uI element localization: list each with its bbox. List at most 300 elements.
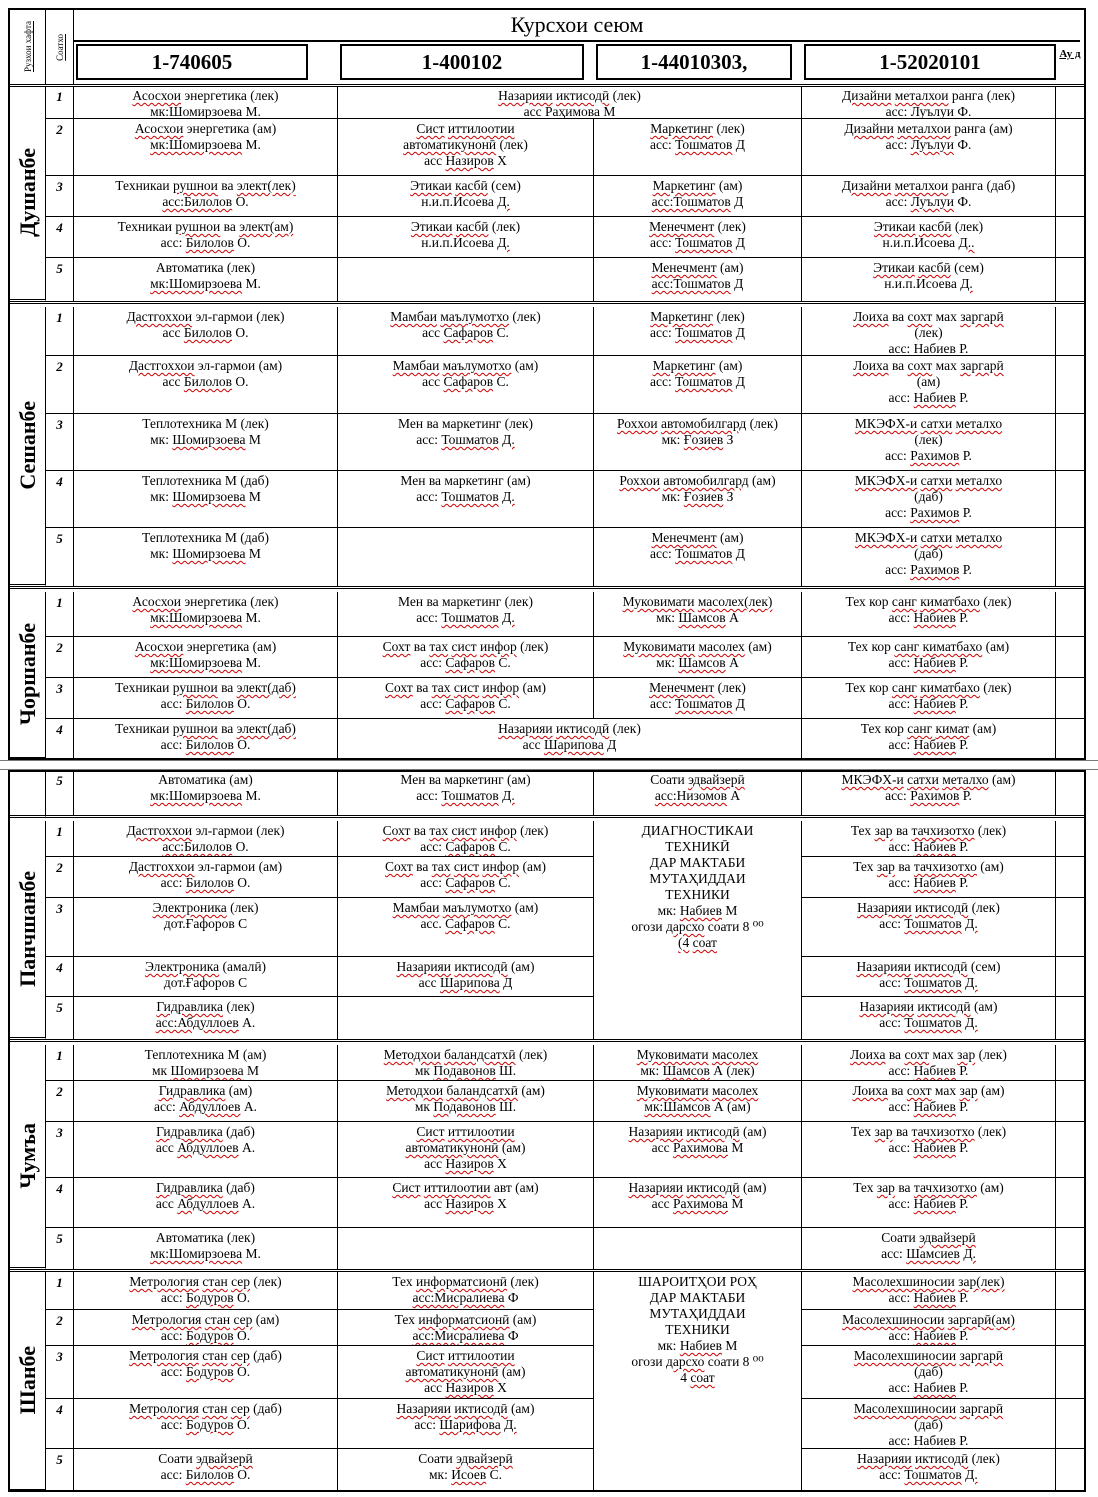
lesson-line: Автоматика (ам) (158, 772, 253, 787)
lesson-line: асс: Набиев Р. (888, 655, 969, 670)
lesson-line: асс: Набиев Р. (888, 1196, 969, 1211)
lesson-line: Муковимати масолех (ам) (623, 639, 772, 654)
lesson-line: асс Рахимова М (651, 1196, 744, 1211)
lesson-line: мк Шомирзоева М (151, 1063, 260, 1078)
lesson-number: 2 (46, 857, 74, 898)
lesson-cell (74, 1122, 338, 1178)
lesson-line: Тех зар ва тачхизотхо (ам) (853, 1180, 1004, 1195)
lesson-line: асс: Тошматов Д (649, 696, 746, 711)
lesson-cell (802, 1045, 1056, 1081)
lesson-line: асс. Сафаров С. (420, 916, 511, 931)
aud-cell (1056, 957, 1084, 997)
aud-cell (1056, 637, 1084, 678)
lesson-line: асс: Билолов О. (160, 737, 251, 752)
lesson-line: асс: Набиев Р. (888, 341, 969, 356)
lesson-line: Метрология стан сер (лек) (129, 1274, 282, 1289)
lesson-line: Тех кор санг киматбахо (лек) (845, 680, 1012, 695)
lesson-line: дот.Ғафоров С (163, 975, 248, 990)
lesson-line: МКЭФХ-и сатхи металхо (854, 416, 1003, 431)
lesson-cell (338, 637, 594, 678)
lesson-line: (даб) (914, 489, 943, 504)
lesson-line: асс Сафаров С. (422, 325, 509, 340)
lesson-line: асс: Билолов О. (160, 1467, 251, 1482)
lesson-line: Муковимати масолех (636, 1047, 759, 1062)
lesson-cell (594, 1081, 802, 1122)
lesson-line: Мен ва маркетинг (ам) (400, 772, 531, 787)
aud-cell (1056, 770, 1084, 816)
lesson-cell (338, 821, 594, 857)
lesson-cell (594, 217, 802, 258)
lesson-line: Роххои автомобилгард (лек) (617, 416, 778, 431)
lesson-cell (594, 1272, 802, 1492)
lesson-cell (74, 997, 338, 1040)
lesson-cell (74, 1178, 338, 1228)
lesson-cell (802, 1228, 1056, 1270)
lesson-line: асс Билолов О. (162, 374, 249, 389)
lesson-line: асс: Рахимов Р. (885, 562, 972, 577)
lesson-cell (338, 898, 594, 957)
lesson-cell (74, 356, 338, 414)
lesson-line: Менечмент (лек) (649, 219, 746, 234)
aud-header: Ау д (1059, 48, 1081, 60)
lesson-line: Сист иттилоотии авт (ам) (392, 1180, 539, 1195)
lesson-cell (74, 857, 338, 898)
lesson-cell (802, 1399, 1056, 1449)
lesson-cell (338, 1228, 594, 1270)
group-code-1: 1-740605 (76, 44, 308, 80)
lesson-line: МУТАҲИДДАИ (649, 1306, 746, 1321)
day-separator (10, 301, 1084, 304)
lesson-line: асс Раҳимова М (523, 104, 616, 119)
lesson-line: Сист иттилоотии (416, 121, 515, 136)
lesson-line: 4 соат (680, 1370, 715, 1385)
lesson-cell (74, 307, 338, 356)
weekday-header-label: Рузхои хафта (22, 21, 33, 73)
lesson-line: н.и.п.Исоева Д. (421, 194, 510, 209)
lesson-line: мк: Шамсов А (656, 655, 739, 670)
lesson-line: асс Назиров Х (424, 153, 507, 168)
day-separator (10, 586, 1084, 589)
aud-cell (1056, 217, 1084, 258)
lesson-line: мк:Шомирзоева М. (150, 1246, 261, 1261)
day-name: Душанбе (14, 148, 40, 237)
lesson-cell (802, 1346, 1056, 1399)
lesson-line: асс Сафаров С. (422, 374, 509, 389)
lesson-cell (338, 997, 594, 1040)
lesson-cell (338, 471, 594, 528)
aud-cell (1056, 176, 1084, 217)
lesson-number: 1 (46, 821, 74, 857)
lesson-cell (802, 1178, 1056, 1228)
lesson-line: мк:Шомирзоева М. (150, 137, 261, 152)
lesson-line: асс: Тошматов Д (649, 374, 746, 389)
lesson-cell (338, 678, 594, 719)
lesson-cell (74, 1449, 338, 1492)
lesson-line: асс Назиров Х (424, 1156, 507, 1171)
lesson-cell (74, 957, 338, 997)
lesson-line: асс: Шамсиев Д. (881, 1246, 976, 1261)
aud-cell (1056, 857, 1084, 898)
lesson-line: асс: Набиев Р. (888, 875, 969, 890)
lesson-line: Теплотехника М (ам) (144, 1047, 267, 1062)
lesson-cell (338, 1310, 594, 1346)
lesson-cell (74, 86, 338, 119)
lesson-line: Асосхои энергетика (ам) (134, 639, 277, 654)
lesson-line: Менечмент (лек) (649, 680, 746, 695)
lesson-line: Асосхои энергетика (лек) (132, 594, 279, 609)
lesson-number: 2 (46, 1081, 74, 1122)
lesson-line: мк: Набиев М (657, 1338, 738, 1353)
lesson-line: Методхои баландсатхӣ (ам) (386, 1083, 545, 1098)
lesson-number: 2 (46, 637, 74, 678)
lesson-line: мк: Исоев С. (428, 1467, 503, 1482)
lesson-line: Сохт ва тах сист инфор (лек) (382, 823, 549, 838)
lesson-cell (74, 471, 338, 528)
lesson-cell (594, 592, 802, 637)
lesson-cell (594, 678, 802, 719)
lesson-line: Электроника (лек) (152, 900, 259, 915)
lesson-line: асс: Набиев Р. (888, 1433, 969, 1448)
lesson-line: асс: Тошматов Д (649, 235, 746, 250)
lesson-line: Тех кор санг киматбахо (лек) (845, 594, 1012, 609)
lesson-line: Этикаи касбӣ (лек) (873, 219, 984, 234)
lesson-line: н.и.п.Исоева Д. (421, 235, 510, 250)
lesson-line: асс: Тошматов Д. (416, 610, 515, 625)
lesson-cell (594, 637, 802, 678)
lesson-cell (74, 770, 338, 816)
hour-header (46, 10, 74, 84)
aud-cell (1056, 1272, 1084, 1310)
lesson-line: Техникаи рушнои ва элект(даб) (115, 721, 296, 736)
lesson-line: асс: Тошматов Д (649, 325, 746, 340)
lesson-line: Лоиха ва сохт мах зар (лек) (850, 1047, 1007, 1062)
lesson-line: асс:Тошматов Д (651, 276, 744, 291)
lesson-cell (338, 1346, 594, 1399)
lesson-cell (74, 1399, 338, 1449)
day-name: Шанбе (14, 1346, 40, 1415)
lesson-line: асс: Сафаров С. (420, 696, 511, 711)
lesson-line: мк: Шомирзоева М (150, 432, 261, 447)
lesson-line: асс Билолов О. (162, 325, 249, 340)
day-label (10, 307, 46, 587)
lesson-line: асс: Бодуров О. (160, 1417, 251, 1432)
lesson-line: Техникаи рушнои ва элект(лек) (115, 178, 296, 193)
lesson-line: мк: Ғозиев З (661, 489, 734, 504)
lesson-line: Назарияи иктисодӣ (ам) (396, 959, 535, 974)
lesson-line: Дастгоххои эл-гармои (ам) (128, 859, 283, 874)
lesson-number: 4 (46, 957, 74, 997)
lesson-number: 1 (46, 1045, 74, 1081)
lesson-line: Тех зар ва тачхизотхо (ам) (853, 859, 1004, 874)
lesson-line: ТЕХНИКИ (665, 1322, 730, 1337)
lesson-cell (74, 821, 338, 857)
lesson-cell (74, 217, 338, 258)
lesson-line: автоматикунонӣ (ам) (405, 1140, 526, 1155)
lesson-line: Муковимати масолех (636, 1083, 759, 1098)
lesson-line: Назарияи иктисодӣ (ам) (628, 1180, 767, 1195)
lesson-line: Соати эдвайзерӣ (650, 772, 745, 787)
lesson-line: Метрология стан сер (даб) (129, 1401, 282, 1416)
lesson-line: Сохт ва тах сист инфор (ам) (385, 859, 546, 874)
aud-cell (1056, 1122, 1084, 1178)
group-code-3: 1-44010303, (596, 44, 792, 80)
lesson-line: асс: Луълуи Ф. (885, 104, 972, 119)
aud-cell (1056, 528, 1084, 587)
lesson-line: огози дарсхо соати 8 ⁰⁰ (631, 1354, 764, 1369)
lesson-line: асс: Бодуров О. (160, 1364, 251, 1379)
lesson-cell (594, 176, 802, 217)
lesson-cell (802, 898, 1056, 957)
lesson-line: (даб) (914, 546, 943, 561)
lesson-cell (594, 119, 802, 176)
lesson-line: мк:Шомирзоева М. (150, 276, 261, 291)
lesson-line: Назарияи иктисодӣ (лек) (498, 88, 641, 103)
lesson-cell (802, 592, 1056, 637)
lesson-line: асс: Набиев Р. (888, 1380, 969, 1395)
aud-cell (1056, 1310, 1084, 1346)
lesson-cell (594, 258, 802, 302)
lesson-line: Автоматика (лек) (155, 1230, 256, 1245)
lesson-cell (594, 307, 802, 356)
lesson-line: Дастгоххои эл-гармои (лек) (126, 309, 285, 324)
lesson-cell (594, 1228, 802, 1270)
lesson-cell (802, 86, 1056, 119)
aud-cell (1056, 1178, 1084, 1228)
lesson-line: асс: Рахимов Р. (885, 505, 972, 520)
lesson-line: Назарияи иктисодӣ (сем) (856, 959, 1001, 974)
aud-cell (1056, 1045, 1084, 1081)
lesson-cell (74, 258, 338, 302)
lesson-line: мк: Шомирзоева М (150, 546, 261, 561)
lesson-line: Маркетинг (ам) (652, 178, 743, 193)
lesson-number: 1 (46, 86, 74, 119)
lesson-cell (338, 86, 802, 119)
lesson-line: Роххои автомобилгард (ам) (619, 473, 776, 488)
lesson-cell (338, 258, 594, 302)
lesson-line: мк Подавонов Ш. (414, 1099, 517, 1114)
lesson-cell (338, 307, 594, 356)
lesson-number: 3 (46, 176, 74, 217)
lesson-line: (4 соат (678, 935, 717, 950)
lesson-line: асс:Билолов О. (162, 194, 249, 209)
lesson-cell (802, 471, 1056, 528)
lesson-line: асс: Набиев Р. (888, 696, 969, 711)
lesson-cell (338, 528, 594, 587)
lesson-number: 1 (46, 592, 74, 637)
lesson-cell (802, 176, 1056, 217)
lesson-line: асс: Сафаров С. (420, 875, 511, 890)
lesson-cell (74, 119, 338, 176)
lesson-cell (338, 176, 594, 217)
lesson-line: мк: Шомирзоева М (150, 489, 261, 504)
day-name: Чумъа (14, 1123, 40, 1189)
lesson-line: Автоматика (лек) (155, 260, 256, 275)
lesson-line: Тех кор санг киматбахо (ам) (847, 639, 1010, 654)
day-name: Сешанбе (14, 401, 40, 490)
lesson-cell (802, 957, 1056, 997)
schedule-part-1 (8, 8, 1086, 760)
lesson-line: Маркетинг (ам) (652, 358, 743, 373)
lesson-number: 5 (46, 1449, 74, 1492)
lesson-line: ДАР МАКТАБИ (649, 1290, 746, 1305)
lesson-cell (74, 1081, 338, 1122)
lesson-line: Дизайни металхои ранга (даб) (841, 178, 1016, 193)
lesson-line: асс Абдуллоев А. (155, 1140, 256, 1155)
lesson-number: 5 (46, 770, 74, 816)
lesson-cell (802, 356, 1056, 414)
lesson-cell (802, 678, 1056, 719)
lesson-cell (802, 719, 1056, 760)
lesson-line: асс: Тошматов Д (649, 137, 746, 152)
aud-cell (1056, 258, 1084, 302)
lesson-cell (802, 997, 1056, 1040)
lesson-cell (74, 1228, 338, 1270)
lesson-line: асс: Тошматов Д. (879, 975, 978, 990)
lesson-line: Дизайни металхои ранга (ам) (844, 121, 1013, 136)
lesson-cell (338, 414, 594, 471)
lesson-number: 4 (46, 217, 74, 258)
lesson-line: Соати эдвайзерӣ (418, 1451, 513, 1466)
lesson-line: Гидравлика (ам) (158, 1083, 253, 1098)
lesson-line: асс Рахимова М (651, 1140, 744, 1155)
lesson-cell (338, 857, 594, 898)
lesson-number: 3 (46, 898, 74, 957)
lesson-line: Лоиха ва сохт мах заргарӣ (853, 358, 1004, 373)
lesson-line: Тех кор санг кимат (ам) (860, 721, 997, 736)
lesson-line: асс: Луълуи Ф. (885, 137, 972, 152)
lesson-cell (802, 217, 1056, 258)
lesson-line: Мамбаи маълумотхо (ам) (392, 358, 539, 373)
lesson-line: асс: Шарифова Д. (414, 1417, 517, 1432)
lesson-line: Лоиха ва сохт мах заргарӣ (853, 309, 1004, 324)
lesson-line: Соати эдвайзерӣ (881, 1230, 976, 1245)
lesson-cell (338, 1081, 594, 1122)
day-name: Чоршанбе (14, 623, 40, 726)
aud-cell (1056, 471, 1084, 528)
lesson-line: асс:Мисралиева Ф (412, 1290, 519, 1305)
lesson-cell (802, 119, 1056, 176)
lesson-line: автоматикунонӣ (лек) (403, 137, 528, 152)
lesson-line: Дастгоххои эл-гармои (ам) (128, 358, 283, 373)
lesson-number: 4 (46, 1399, 74, 1449)
aud-cell (1056, 1081, 1084, 1122)
lesson-line: асс:Абдуллоев А. (155, 1015, 256, 1030)
lesson-line: огози дарсхо соати 8 ⁰⁰ (631, 919, 764, 934)
lesson-line: асс: Набиев Р. (888, 1099, 969, 1114)
aud-cell (1056, 356, 1084, 414)
aud-cell (1056, 898, 1084, 957)
lesson-cell (802, 1449, 1056, 1492)
lesson-cell (802, 1310, 1056, 1346)
group-code-4: 1-52020101 (804, 44, 1056, 80)
lesson-line: Метрология стан сер (даб) (129, 1348, 282, 1363)
lesson-line: Менечмент (ам) (651, 530, 744, 545)
lesson-line: ДАР МАКТАБИ (649, 855, 746, 870)
lesson-line: асс:Низомов А (654, 788, 741, 803)
lesson-line: асс Назиров Х (424, 1380, 507, 1395)
day-label (10, 592, 46, 760)
day-label (10, 772, 46, 818)
lesson-cell (338, 356, 594, 414)
lesson-line: Теплотехника М (даб) (142, 530, 269, 545)
group-code-2: 1-400102 (340, 44, 584, 80)
lesson-line: (лек) (914, 325, 943, 340)
lesson-cell (74, 176, 338, 217)
lesson-cell (594, 1045, 802, 1081)
lesson-line: асс: Тошматов Д. (879, 1467, 978, 1482)
lesson-cell (74, 528, 338, 587)
lesson-cell (74, 637, 338, 678)
lesson-cell (802, 1122, 1056, 1178)
lesson-cell (802, 1272, 1056, 1310)
lesson-line: Назарияи иктисодӣ (лек) (857, 900, 1000, 915)
lesson-line: асс: Тошматов Д. (879, 1015, 978, 1030)
lesson-number: 3 (46, 1122, 74, 1178)
lesson-line: мк: Шамсов А (656, 610, 739, 625)
lesson-cell (802, 770, 1056, 816)
day-separator (10, 1039, 1084, 1042)
lesson-line: Муковимати масолех(лек) (622, 594, 773, 609)
aud-cell (1056, 1346, 1084, 1399)
lesson-line: асс: Набиев Р. (888, 610, 969, 625)
lesson-line: асс: Рахимов Р. (885, 788, 972, 803)
lesson-number: 4 (46, 471, 74, 528)
lesson-line: асс: Набиев Р. (888, 1290, 969, 1305)
lesson-line: мк:Шомирзоева М. (150, 655, 261, 670)
lesson-line: асс:Мисралиева Ф (412, 1328, 519, 1343)
lesson-cell (338, 119, 594, 176)
lesson-line: Теплотехника М (даб) (142, 473, 269, 488)
lesson-line: Назарияи иктисодӣ (ам) (396, 1401, 535, 1416)
lesson-line: асс: Луълуи Ф. (885, 194, 972, 209)
lesson-line: н.и.п.Исоева Д. (884, 276, 973, 291)
day-label (10, 86, 46, 302)
lesson-line: асс Шарипова Д (418, 975, 513, 990)
lesson-line: асс: Набиев Р. (888, 1063, 969, 1078)
lesson-line: (ам) (916, 374, 941, 389)
lesson-line: Сист иттилоотии (416, 1124, 515, 1139)
lesson-line: МУТАҲИДДАИ (649, 871, 746, 886)
day-label (10, 1045, 46, 1270)
lesson-cell (338, 1122, 594, 1178)
lesson-cell (74, 719, 338, 760)
lesson-cell (74, 592, 338, 637)
lesson-line: асс: Тошматов Д. (879, 916, 978, 931)
lesson-line: (лек) (914, 432, 943, 447)
lesson-line: Гидравлика (лек) (156, 999, 255, 1014)
lesson-cell (594, 471, 802, 528)
schedule-title: Курсхои сеюм (74, 12, 1080, 42)
lesson-line: Масолехшиносии заргарӣ(ам) (842, 1312, 1015, 1327)
lesson-line: Этикаи касбӣ (сем) (873, 260, 984, 275)
lesson-line: асс: Набиев Р. (888, 1140, 969, 1155)
lesson-line: асс:Тошматов Д (651, 194, 744, 209)
lesson-line: асс Назиров Х (424, 1196, 507, 1211)
lesson-cell (802, 857, 1056, 898)
lesson-line: асс Шарипова Д (522, 737, 617, 752)
aud-cell (1056, 821, 1084, 857)
aud-cell (1056, 719, 1084, 760)
lesson-cell (594, 821, 802, 1040)
lesson-line: МКЭФХ-и сатхи металхо (ам) (841, 772, 1016, 787)
lesson-cell (802, 307, 1056, 356)
lesson-cell (594, 528, 802, 587)
lesson-line: Мен ва маркетинг (лек) (398, 416, 533, 431)
lesson-line: Соати эдвайзерӣ (158, 1451, 253, 1466)
lesson-line: Дастгоххои эл-гармои (лек) (126, 823, 285, 838)
lesson-number: 1 (46, 1272, 74, 1310)
lesson-line: асс: Тошматов Д. (416, 432, 515, 447)
